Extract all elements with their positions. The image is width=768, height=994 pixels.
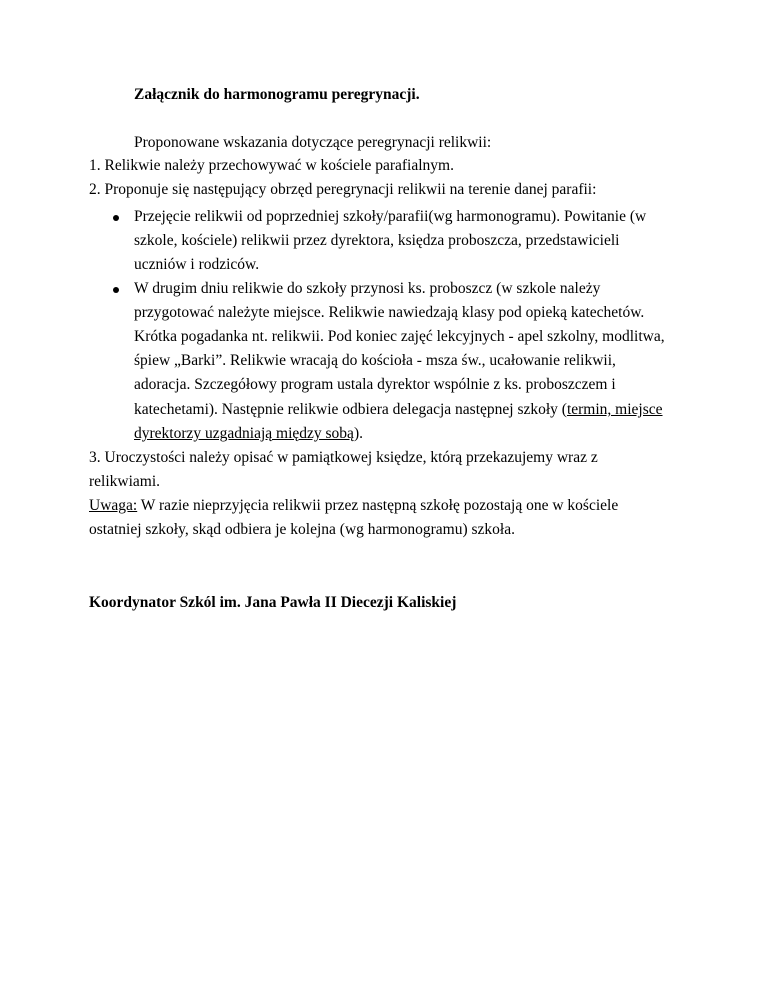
bullet-2-line-4: śpiew „Barki”. Relikwie wracają do kościoła - msza św., ucałowanie relikwii, [134,352,616,369]
underlined-text: dyrektorzy uzgadniają między sobą [134,425,354,442]
bullet-2-line-3: Krótka pogadanka nt. relikwii. Pod koniec zajęć lekcyjnych - apel szkolny, modlitwa, [134,328,665,345]
note-text: W razie nieprzyjęcia relikwii przez następną szkołę pozostają one w kościele [137,497,619,514]
note-line-2: ostatniej szkoły, skąd odbiera je kolejna (wg harmonogramu) szkoła. [89,521,515,538]
point-3-line-1: 3. Uroczystości należy opisać w pamiątkowej księdze, którą przekazujemy wraz z [89,449,598,466]
point-1: 1. Relikwie należy przechowywać w kościele parafialnym. [89,157,454,174]
bullet-2-line-1: W drugim dniu relikwie do szkoły przynosi ks. proboszcz (w szkole należy [134,280,601,297]
point-2: 2. Proponuje się następujący obrzęd peregrynacji relikwii na terenie danej parafii: [89,181,597,198]
bullet-2-line-6 [134,401,663,419]
bullet-2-line-7 [134,425,363,443]
intro-text: Proponowane wskazania dotyczące peregrynacji relikwii: [134,134,492,151]
note-line-1 [89,497,618,515]
underlined-text: termin, miejsce [566,401,663,418]
bullet-2-line-2: przygotować należyte miejsce. Relikwie nawiedzają klasy pod opieką katechetów. [134,304,645,321]
point-3-line-2: relikwiami. [89,473,161,490]
document-title: Załącznik do harmonogramu peregrynacji. [134,86,420,103]
signature: Koordynator Szkól im. Jana Pawła II Diecezji Kaliskiej [89,594,457,611]
bullet-marker [113,215,119,221]
note-label: Uwaga: [89,497,138,514]
bullet-1-line-2: szkole, kościele) relikwii przez dyrektora, księdza proboszcza, przedstawicieli [134,232,620,249]
bullet-marker [113,287,119,293]
bullet-1-line-1: Przejęcie relikwii od poprzedniej szkoły/parafii(wg harmonogramu). Powitanie (w [134,208,647,225]
bullet-2-line-7-text: ). [353,425,363,442]
bullet-2-line-5: adoracja. Szczegółowy program ustala dyrektor wspólnie z ks. proboszczem i [134,376,616,393]
bullet-1-line-3: uczniów i rodziców. [134,256,260,273]
bullet-2-line-6-text: katechetami). Następnie relikwie odbiera delegacja następnej szkoły ( [134,401,567,418]
